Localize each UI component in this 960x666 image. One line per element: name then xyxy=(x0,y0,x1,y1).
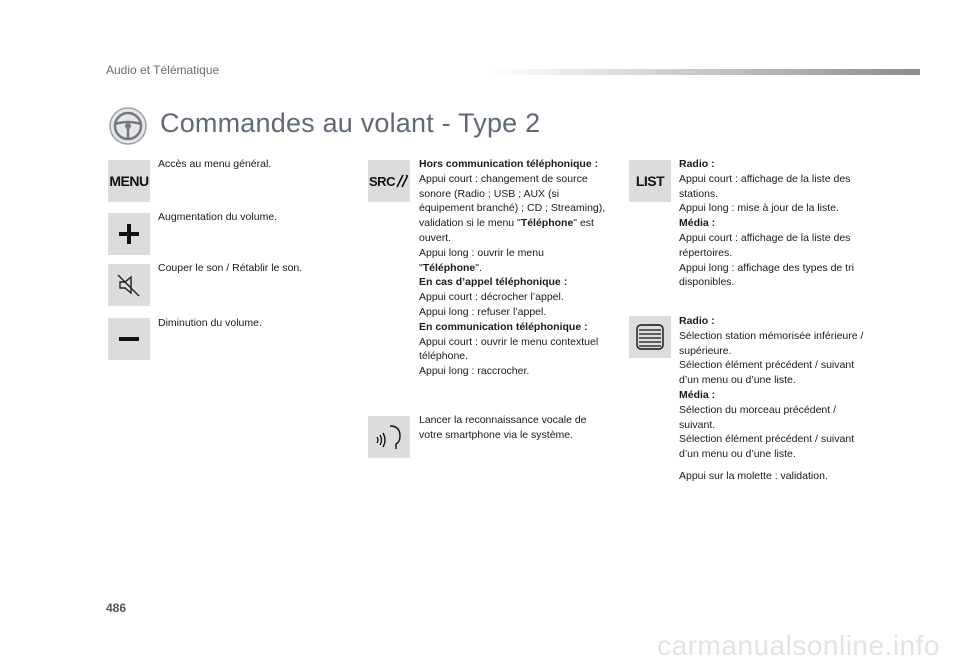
src-heading-incoming: En cas d’appel téléphonique : xyxy=(419,276,568,289)
wheel-heading-media: Média : xyxy=(679,388,716,401)
list-line-3: Appui court : affichage de la liste des répertoires. xyxy=(679,231,851,259)
src-icon-label: SRC xyxy=(369,173,395,189)
list-line-1: Appui court : affichage de la liste des stations. xyxy=(679,172,851,200)
menu-button-icon xyxy=(108,160,150,202)
list-line-2: Appui long : mise à jour de la liste. xyxy=(679,202,839,215)
mute-icon xyxy=(108,264,150,306)
list-description xyxy=(679,157,874,290)
src-line-6: Appui long : raccrocher. xyxy=(419,365,530,378)
voice-description: Lancer la reconnaissance vocale de votre smartphone via le système. xyxy=(419,414,587,441)
scroll-wheel-icon xyxy=(635,322,665,352)
steering-wheel-icon xyxy=(108,106,148,146)
speaker-mute-icon xyxy=(115,271,143,299)
src-line-5: Appui court : ouvrir le menu contextuel téléphone. xyxy=(419,335,599,363)
src-button-icon xyxy=(368,160,410,202)
list-icon-label: LIST xyxy=(635,173,665,189)
src-line-2b: ". xyxy=(475,261,482,274)
src-line-1b: " est ouvert. xyxy=(419,217,594,244)
wheel-line-3: Sélection du morceau précédent / suivant. xyxy=(679,403,837,431)
src-heading-off-call: Hors communication téléphonique : xyxy=(419,158,599,170)
voice-recognition-icon xyxy=(374,422,404,452)
plus-description: Augmentation du volume. xyxy=(158,211,278,223)
list-heading-media: Média : xyxy=(679,217,716,230)
minus-icon xyxy=(108,318,150,360)
plus-glyph-icon xyxy=(118,223,140,245)
menu-icon-label: MENU xyxy=(109,173,149,189)
src-line-1: Appui court : changement de source sonore (Radio ; USB ; AUX (si équipement branché) ; CD ; Streaming), validation si le menu " xyxy=(419,172,606,230)
watermark: carmanualsonline.info xyxy=(657,630,940,661)
page-number: 486 xyxy=(106,601,127,615)
src-tel-1: Téléphone xyxy=(520,217,574,230)
list-line-4: Appui long : affichage des types de tri disponibles. xyxy=(679,261,854,289)
list-heading-radio: Radio : xyxy=(679,158,715,170)
src-line-2: Appui long : ouvrir le menu " xyxy=(419,246,544,274)
page-title: Commandes au volant - Type 2 xyxy=(160,108,541,138)
wheel-heading-radio: Radio : xyxy=(679,315,715,327)
minus-description: Diminution du volume. xyxy=(158,317,262,329)
thumbwheel-description xyxy=(679,314,874,462)
src-line-3: Appui court : décrocher l’appel. xyxy=(419,291,564,304)
plus-icon xyxy=(108,213,150,255)
menu-description: Accès au menu général. xyxy=(158,158,272,170)
mute-description: Couper le son / Rétablir le son. xyxy=(158,262,303,274)
wheel-line-2: Sélection élément précédent / suivant d’un menu ou d’une liste. xyxy=(679,359,855,387)
src-description xyxy=(419,157,609,379)
minus-glyph-icon xyxy=(118,328,140,350)
phone-slash-icon xyxy=(395,174,409,188)
list-button-icon xyxy=(629,160,671,202)
voice-icon xyxy=(368,416,410,458)
header-divider xyxy=(490,69,920,75)
section-label: Audio et Télématique xyxy=(106,63,220,77)
wheel-line-4: Sélection élément précédent / suivant d’un menu ou d’une liste. xyxy=(679,433,855,461)
src-tel-2: Téléphone xyxy=(422,261,476,274)
wheel-line-1: Sélection station mémorisée inférieure / supérieure. xyxy=(679,329,864,357)
thumbwheel-icon xyxy=(629,316,671,358)
validation-description: Appui sur la molette : validation. xyxy=(679,470,828,482)
src-heading-in-call: En communication téléphonique : xyxy=(419,320,588,333)
src-line-4: Appui long : refuser l’appel. xyxy=(419,305,547,318)
